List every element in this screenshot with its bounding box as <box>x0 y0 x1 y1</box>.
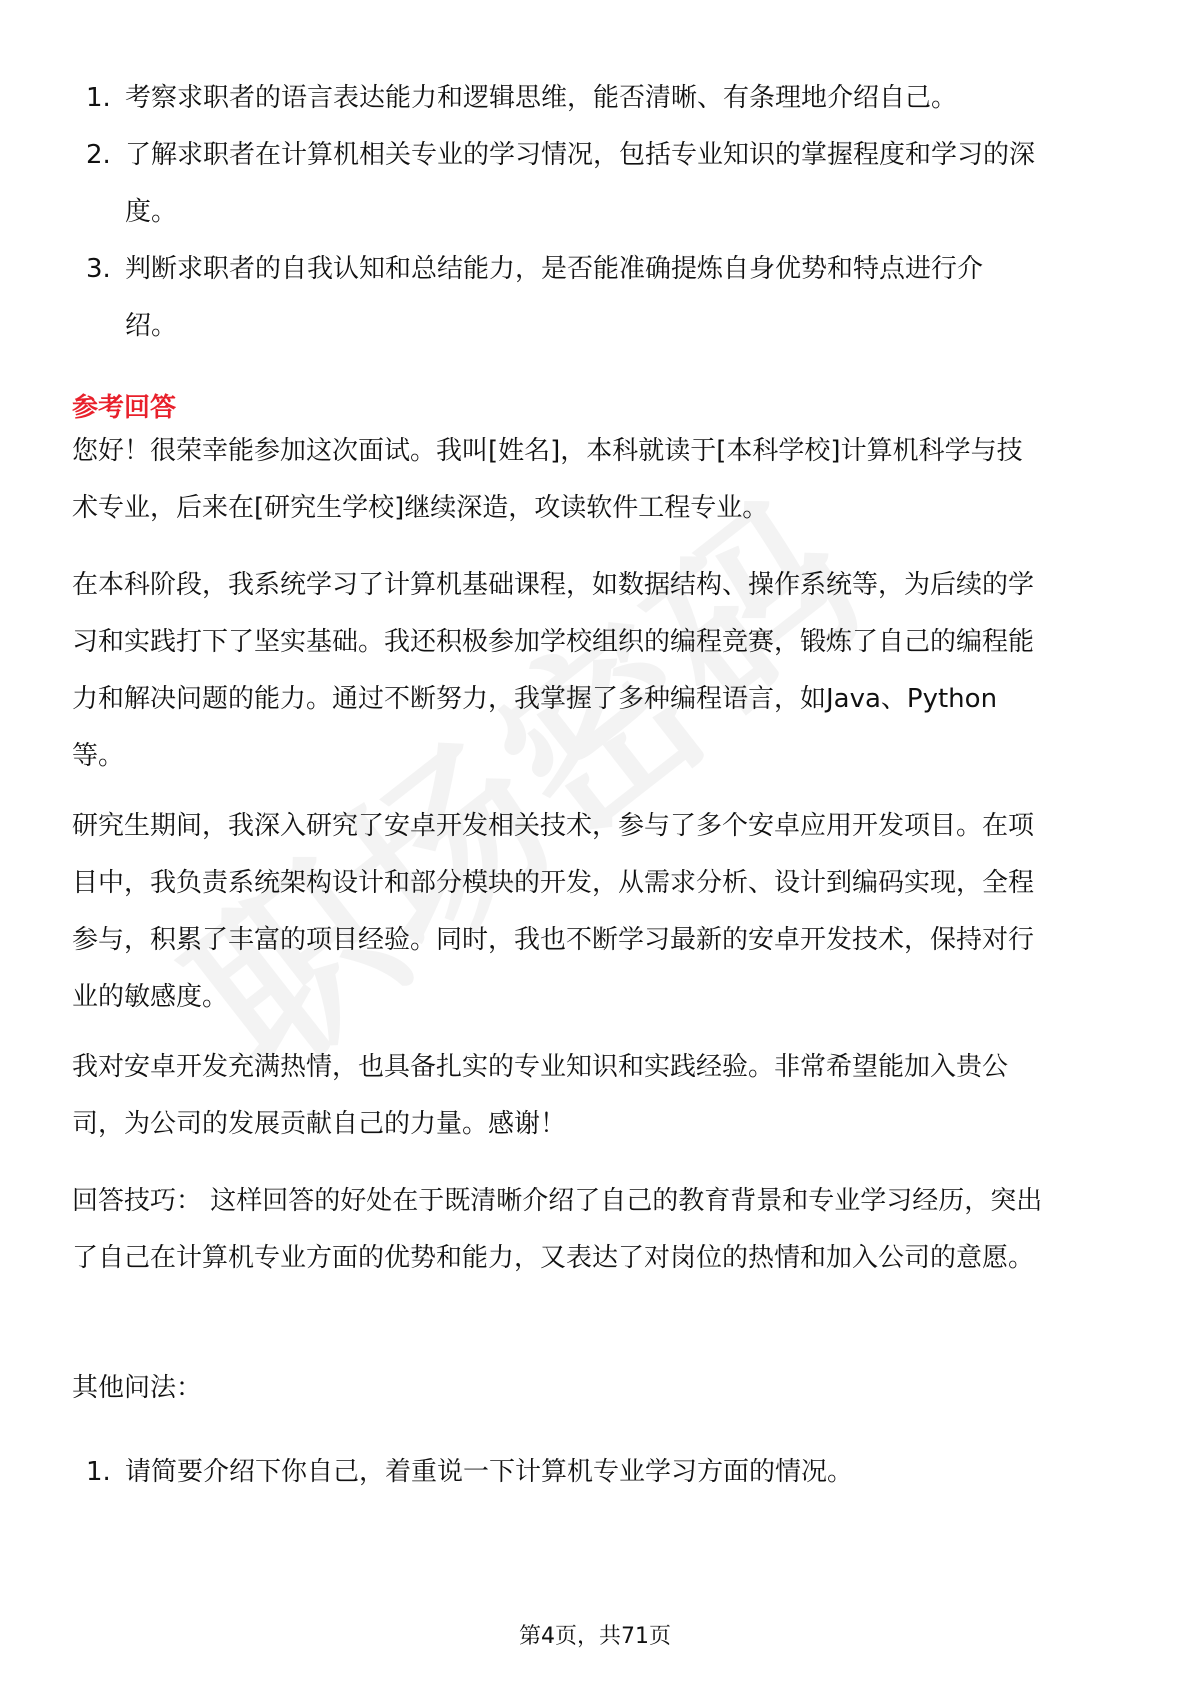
evaluation-points-list <box>0 70 1190 355</box>
list-item-text: 考察求职者的语言表达能力和逻辑思维，能否清晰、有条理地介绍自己。 <box>125 83 958 113</box>
list-item-number: 3. <box>86 254 111 284</box>
answer-tips-paragraph: 回答技巧： 这样回答的好处在于既清晰介绍了自己的教育背景和专业学习经历，突出了自己在计算机专业方面的优势和能力，又表达了对岗位的热情和加入公司的意愿。 <box>72 1186 1043 1273</box>
other-questions-list <box>0 1444 1190 1501</box>
answer-paragraph-undergrad: 在本科阶段，我系统学习了计算机基础课程，如数据结构、操作系统等，为后续的学习和实践打下了坚实基础。我还积极参加学校组织的编程竞赛，锻炼了自己的编程能力和解决问题的能力。通过不断努力，我掌握了多种编程语言，如Java、Python等。 <box>72 570 1035 771</box>
list-item-number: 1. <box>86 83 111 113</box>
list-item <box>0 70 1190 127</box>
list-item-text: 了解求职者在计算机相关专业的学习情况，包括专业知识的掌握程度和学习的深度。 <box>125 140 1036 227</box>
list-item <box>0 241 1190 355</box>
page-number: 第4页，共71页 <box>519 1624 671 1649</box>
list-item <box>0 127 1190 241</box>
answer-paragraph-closing: 我对安卓开发充满热情，也具备扎实的专业知识和实践经验。非常希望能加入贵公司，为公司的发展贡献自己的力量。感谢！ <box>72 1052 1009 1139</box>
list-item-text: 请简要介绍下你自己，着重说一下计算机专业学习方面的情况。 <box>125 1457 854 1487</box>
section-heading: 参考回答 <box>72 393 177 423</box>
list-item-number: 2. <box>86 140 111 170</box>
other-questions-label: 其他问法： <box>72 1373 203 1403</box>
list-item <box>0 1444 1190 1501</box>
list-item-text: 判断求职者的自我认知和总结能力，是否能准确提炼自身优势和特点进行介绍。 <box>125 254 984 341</box>
answer-paragraph-graduate: 研究生期间，我深入研究了安卓开发相关技术，参与了多个安卓应用开发项目。在项目中，我负责系统架构设计和部分模块的开发，从需求分析、设计到编码实现，全程参与，积累了丰富的项目经验。同时，我也不断学习最新的安卓开发技术，保持对行业的敏感度。 <box>72 811 1035 1012</box>
list-item-number: 1. <box>86 1457 111 1487</box>
answer-paragraph-intro: 您好！很荣幸能参加这次面试。我叫[姓名]，本科就读于[本科学校]计算机科学与技术专业，后来在[研究生学校]继续深造，攻读软件工程专业。 <box>72 436 1023 523</box>
